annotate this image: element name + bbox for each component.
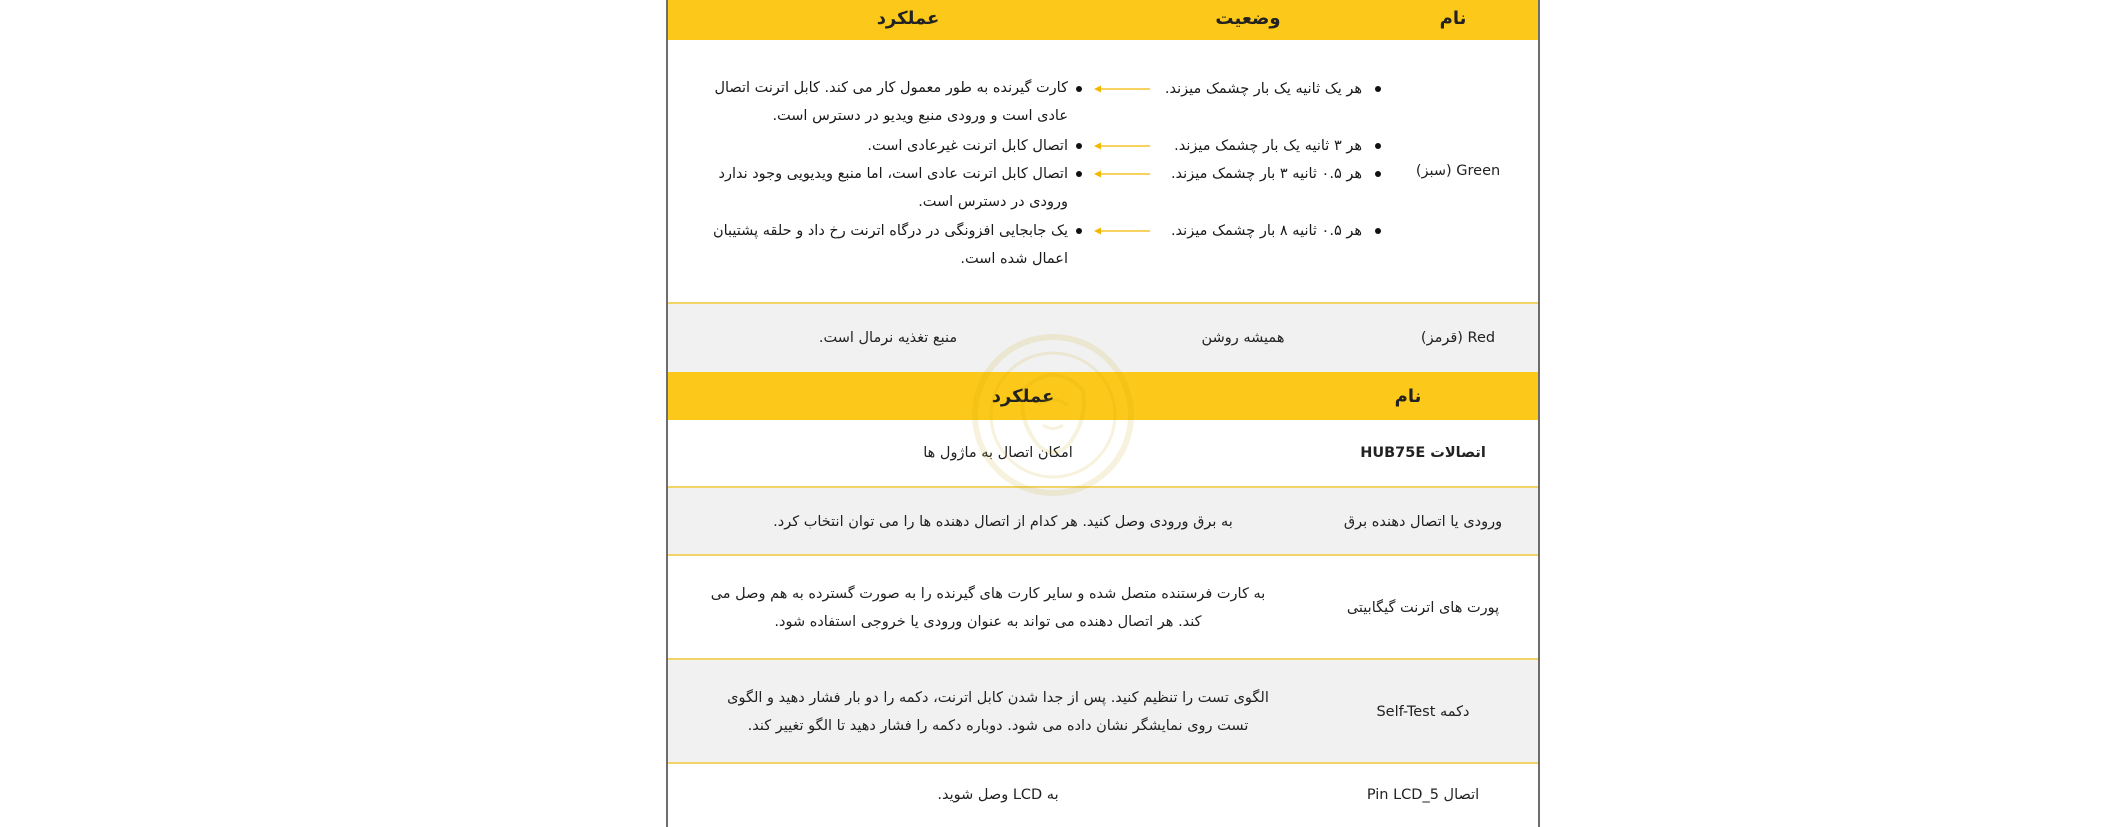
table1-row-green — [668, 40, 1538, 302]
bullet-icon — [1375, 143, 1381, 149]
green-function-4: یک جابجایی افزونگی در درگاه اترنت رخ داد و حلقه پشتیبان اعمال شده است. — [712, 223, 1068, 267]
table2-row-name: اتصالات HUB75E — [1360, 445, 1486, 461]
table2-row-name: اتصال Pin LCD_5 — [1366, 787, 1480, 803]
green-status-3: هر ۰.۵ ثانیه ۳ بار چشمک میزند. — [1170, 166, 1362, 182]
table1-header-status: وضعیت — [1215, 7, 1281, 29]
table1-header — [668, 0, 1538, 40]
table2-row-name: دکمه Self-Test — [1376, 704, 1470, 720]
table2-row — [668, 658, 1538, 764]
table2-row-function: به برق ورودی وصل کنید. هر کدام از اتصال دهنده ها را می توان انتخاب کرد. — [773, 514, 1233, 530]
table1-header-function: عملکرد — [876, 7, 940, 29]
green-function-1: کارت گیرنده به طور معمول کار می کند. کابل اترنت اتصال عادی است و ورودی منبع ویدیو در دسترس است. — [714, 80, 1068, 124]
bullet-icon — [1076, 228, 1082, 234]
table1-row-red — [668, 302, 1538, 372]
green-status-4: هر ۰.۵ ثانیه ۸ بار چشمک میزند. — [1170, 223, 1362, 239]
arrow-left-icon — [1094, 161, 1150, 187]
arrow-left-icon — [1094, 218, 1150, 244]
bullet-icon — [1375, 171, 1381, 177]
bullet-icon — [1076, 86, 1082, 92]
table2-row-function: به LCD وصل شوید. — [937, 787, 1059, 803]
bullet-icon — [1076, 143, 1082, 149]
table2-row — [668, 554, 1538, 660]
document-sheet — [666, 0, 1540, 827]
green-function-3: اتصال کابل اترنت عادی است، اما منبع ویدیویی وجود ندارد ورودی در دسترس است. — [718, 166, 1068, 210]
arrow-left-icon — [1094, 133, 1150, 159]
table2-header-function: عملکرد — [991, 385, 1055, 407]
red-led-function: منبع تغذیه نرمال است. — [818, 330, 958, 346]
table2-row — [668, 486, 1538, 556]
table2-row-name: ورودی یا اتصال دهنده برق — [1343, 514, 1503, 530]
bullet-icon — [1375, 228, 1381, 234]
green-status-1: هر یک ثانیه یک بار چشمک میزند. — [1164, 81, 1362, 97]
green-status-2: هر ۳ ثانیه یک بار چشمک میزند. — [1174, 138, 1362, 154]
table2-header — [668, 372, 1538, 420]
red-led-name: Red (قرمز) — [1420, 330, 1496, 346]
red-led-status: همیشه روشن — [1201, 330, 1285, 346]
table2-row-function: به کارت فرستنده متصل شده و سایر کارت های گیرنده را به صورت گسترده به هم وصل می کند. هر اتصال دهنده می تواند به عنوان ورودی یا خروجی استفاده شود. — [710, 586, 1266, 630]
green-led-name: Green (سبز) — [1415, 163, 1501, 179]
table2-row — [668, 420, 1538, 486]
table2-row — [668, 762, 1538, 827]
arrow-left-icon — [1094, 76, 1150, 102]
table1-header-name: نام — [1439, 7, 1467, 29]
bullet-icon — [1375, 86, 1381, 92]
table2-row-name: پورت های اترنت گیگابیتی — [1346, 600, 1500, 616]
table2-row-function: الگوی تست را تنظیم کنید. پس از جدا شدن کابل اترنت، دکمه را دو بار فشار دهید و الگوی تست روی نمایشگر نشان داده می شود. دوباره دکمه را فشار دهید تا الگو تغییر کند. — [727, 690, 1269, 734]
table2-header-name: نام — [1394, 385, 1422, 407]
table2-row-function: امکان اتصال به ماژول ها — [923, 445, 1073, 461]
bullet-icon — [1076, 171, 1082, 177]
green-function-2: اتصال کابل اترنت غیرعادی است. — [867, 138, 1068, 154]
